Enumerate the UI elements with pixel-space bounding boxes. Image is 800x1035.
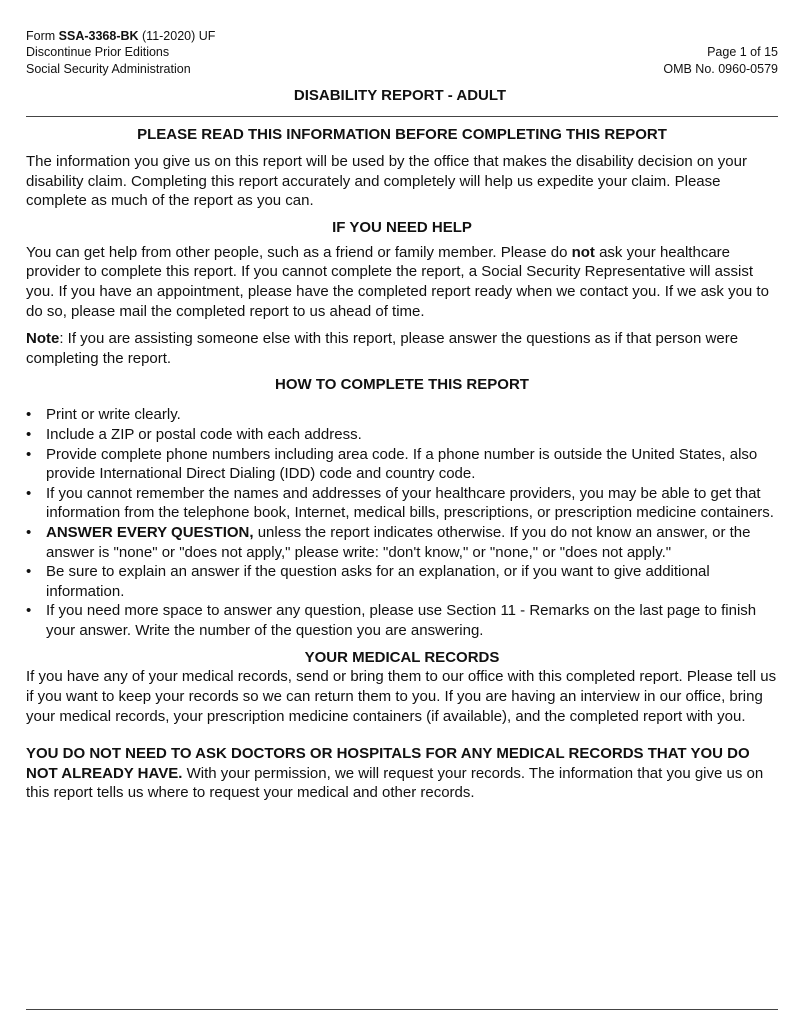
note-label: Note <box>26 330 60 348</box>
form-date: (11-2020) UF <box>138 29 216 43</box>
help-text: You can get help from other people, such as a friend or family member. Please do not ask your healthcare provider to complete this report. If you cannot complete the report, a Social Security Representative will assist you. If you have an appointment, please have the completed report ready when we contact you. If we ask you to do so, please mail the completed report to us ahead of time. <box>26 243 769 320</box>
help-note: Note: If you are assisting someone else with this report, please answer the questions as if that person were completing the report. <box>26 330 739 367</box>
bullet-glyph: • <box>26 523 32 541</box>
form-prefix: Form <box>26 29 59 43</box>
bullet-glyph: • <box>26 406 32 424</box>
bullet-glyph: • <box>26 445 32 463</box>
bullet-glyph: • <box>26 484 32 502</box>
read-info-heading: PLEASE READ THIS INFORMATION BEFORE COMPLETING THIS REPORT <box>137 126 667 143</box>
discontinue-line: Discontinue Prior Editions <box>26 45 170 60</box>
records-heading: YOUR MEDICAL RECORDS <box>304 649 500 667</box>
list-item: • Be sure to explain an answer if the question asks for an explanation, or if you want to give additional information. <box>26 563 710 600</box>
footer-divider <box>26 1009 778 1010</box>
form-number: SSA-3368-BK <box>58 29 139 43</box>
instructions-body <box>26 125 778 803</box>
list-item: • If you cannot remember the names and addresses of your healthcare providers, you may be able to get that information from the telephone book, Internet, medical bills, prescriptions, or prescription medicine containers. <box>26 484 774 522</box>
read-info-text: The information you give us on this report will be used by the office that makes the disability decision on your disability claim. Completing this report accurately and completely will help us expedite your claim. Please complete as much of the report as you can. <box>26 153 747 210</box>
omb-number: OMB No. 0960-0579 <box>663 61 778 76</box>
list-item: • Include a ZIP or postal code with each address. <box>26 425 362 443</box>
help-heading: IF YOU NEED HELP <box>332 218 472 236</box>
list-item: • Print or write clearly. <box>26 406 181 424</box>
form-header-left <box>26 28 215 77</box>
bullet-glyph: • <box>26 563 32 581</box>
page-number: Page 1 of 15 <box>707 45 778 60</box>
list-item: • If you need more space to answer any question, please use Section 11 - Remarks on the last page to finish your answer. Write the number of the question you are answering. <box>26 602 757 639</box>
records-text: If you have any of your medical records, send or bring them to our office with this completed report. Please tell us if you want to keep your records so we can return them to you. If you are having an interview in our office, bring your medical records, your prescription medicine containers (if available), and the completed report with you. <box>26 668 777 725</box>
form-header-right <box>663 44 778 77</box>
page-title: DISABILITY REPORT - ADULT <box>293 87 507 104</box>
form-id-line <box>26 28 215 44</box>
records-notice: YOU DO NOT NEED TO ASK DOCTORS OR HOSPITALS FOR ANY MEDICAL RECORDS THAT YOU DO NOT ALREADY HAVE. With your permission, we will request your records. The information that you give us on this report tells us where to request your medical and other records. <box>26 745 764 802</box>
how-heading: HOW TO COMPLETE THIS REPORT <box>275 376 529 394</box>
agency-line: Social Security Administration <box>26 61 191 76</box>
title-divider <box>26 116 778 117</box>
instructions-list <box>26 405 778 640</box>
list-item-answer-every-question: • ANSWER EVERY QUESTION, unless the report indicates otherwise. If you do not know an answer, or the answer is "none" or "does not apply," please write: "don't know," or "none," or "does not apply." <box>26 523 751 561</box>
bullet-glyph: • <box>26 425 32 443</box>
list-item: • Provide complete phone numbers including area code. If a phone number is outside the United States, also provide International Direct Dialing (IDD) code and country code. <box>26 445 758 483</box>
bullet-glyph: • <box>26 602 32 620</box>
